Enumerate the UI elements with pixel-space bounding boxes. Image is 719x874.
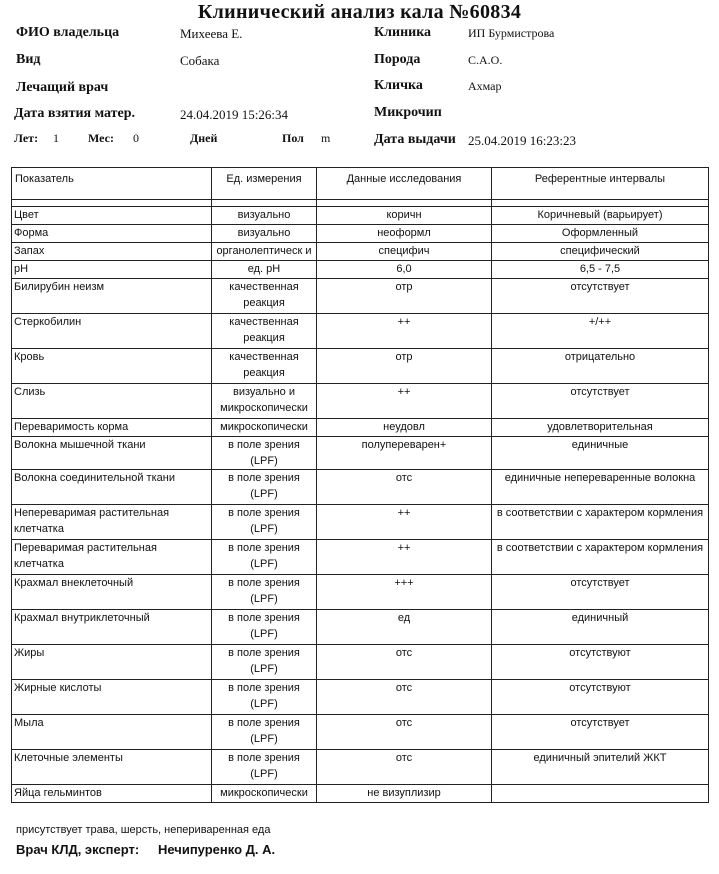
unit-cell: микроскопически xyxy=(212,785,317,803)
unit-cell: визуально xyxy=(212,225,317,243)
breed-label: Порода xyxy=(374,52,421,67)
reference-cell: отрицательно xyxy=(492,349,709,384)
reference-cell: единичный xyxy=(492,610,709,645)
table-row xyxy=(12,419,709,437)
clinic-label: Клиника xyxy=(374,25,432,40)
issue-date-value: 25.04.2019 16:23:23 xyxy=(468,133,576,148)
indicator-cell: Крахмал внутриклеточный xyxy=(12,610,212,645)
table-row xyxy=(12,540,709,575)
days-label: Дней xyxy=(190,131,218,145)
result-cell: неоформл xyxy=(317,225,492,243)
indicator-cell: Волокна мышечной ткани xyxy=(12,437,212,470)
table-row xyxy=(12,314,709,349)
indicator-cell: Слизь xyxy=(12,384,212,419)
reference-cell: отсутствует xyxy=(492,575,709,610)
issue-date-label: Дата выдачи xyxy=(374,132,456,147)
unit-cell: в поле зрения (LPF) xyxy=(212,575,317,610)
indicator-cell: Переваримая растительная клетчатка xyxy=(12,540,212,575)
indicator-cell: Жиры xyxy=(12,645,212,680)
reference-cell: +/++ xyxy=(492,314,709,349)
results-table xyxy=(11,167,709,803)
reference-cell: отсутствует xyxy=(492,384,709,419)
result-cell: отр xyxy=(317,349,492,384)
table-row xyxy=(12,610,709,645)
result-cell: полупереварен+ xyxy=(317,437,492,470)
unit-cell: качественная реакция xyxy=(212,349,317,384)
result-cell: специфич xyxy=(317,243,492,261)
table-row xyxy=(12,207,709,225)
result-cell: отс xyxy=(317,680,492,715)
unit-cell: визуально и микроскопически xyxy=(212,384,317,419)
column-header-result: Данные исследования xyxy=(317,168,492,200)
reference-cell: в соответствии с характером кормления xyxy=(492,540,709,575)
breed-value: С.А.О. xyxy=(468,53,503,67)
owner-label: ФИО владельца xyxy=(16,25,120,40)
reference-cell: единичные xyxy=(492,437,709,470)
doctor-label: Лечащий врач xyxy=(16,80,109,95)
indicator-cell: Цвет xyxy=(12,207,212,225)
unit-cell: визуально xyxy=(212,207,317,225)
unit-cell: в поле зрения (LPF) xyxy=(212,645,317,680)
nickname-value: Ахмар xyxy=(468,79,502,93)
result-cell: отс xyxy=(317,750,492,785)
result-cell: ++ xyxy=(317,314,492,349)
reference-cell: специфический xyxy=(492,243,709,261)
column-header-unit: Ед. измерения xyxy=(212,168,317,200)
microchip-label: Микрочип xyxy=(374,105,442,120)
indicator-cell: Непереваримая растительная клетчатка xyxy=(12,505,212,540)
unit-cell: микроскопически xyxy=(212,419,317,437)
indicator-cell: Стеркобилин xyxy=(12,314,212,349)
unit-cell: ед. pH xyxy=(212,261,317,279)
nickname-label: Кличка xyxy=(374,78,423,93)
clinic-value: ИП Бурмистрова xyxy=(468,26,555,40)
result-cell: +++ xyxy=(317,575,492,610)
result-cell: ++ xyxy=(317,505,492,540)
result-cell: 6,0 xyxy=(317,261,492,279)
spacer-row xyxy=(12,200,709,207)
table-row xyxy=(12,505,709,540)
result-cell: неудовл xyxy=(317,419,492,437)
column-header-indicator: Показатель xyxy=(12,168,212,200)
reference-cell: отсутствуют xyxy=(492,645,709,680)
indicator-cell: Крахмал внеклеточный xyxy=(12,575,212,610)
unit-cell: в поле зрения (LPF) xyxy=(212,470,317,505)
table-row xyxy=(12,279,709,314)
table-row xyxy=(12,715,709,750)
months-value: 0 xyxy=(133,131,139,145)
result-cell: ед xyxy=(317,610,492,645)
reference-cell: единичный эпителий ЖКТ xyxy=(492,750,709,785)
reference-cell: 6,5 - 7,5 xyxy=(492,261,709,279)
unit-cell: в поле зрения (LPF) xyxy=(212,437,317,470)
unit-cell: качественная реакция xyxy=(212,279,317,314)
indicator-cell: Форма xyxy=(12,225,212,243)
result-cell: отр xyxy=(317,279,492,314)
indicator-cell: Запах xyxy=(12,243,212,261)
indicator-cell: Билирубин неизм xyxy=(12,279,212,314)
table-row xyxy=(12,680,709,715)
table-row xyxy=(12,645,709,680)
comment-note: присутствует трава, шерсть, непериваренная еда xyxy=(16,824,271,836)
table-row xyxy=(12,785,709,803)
table-row xyxy=(12,225,709,243)
sex-label: Пол xyxy=(282,131,304,145)
reference-cell: отсутствует xyxy=(492,715,709,750)
table-row xyxy=(12,261,709,279)
indicator-cell: Кровь xyxy=(12,349,212,384)
indicator-cell: Яйца гельминтов xyxy=(12,785,212,803)
unit-cell: в поле зрения (LPF) xyxy=(212,715,317,750)
result-cell: коричн xyxy=(317,207,492,225)
expert-name: Нечипуренко Д. А. xyxy=(158,842,276,857)
table-row xyxy=(12,243,709,261)
reference-cell: отсутствуют xyxy=(492,680,709,715)
result-cell: не визуплизир xyxy=(317,785,492,803)
indicator-cell: Мыла xyxy=(12,715,212,750)
unit-cell: в поле зрения (LPF) xyxy=(212,610,317,645)
months-label: Мес: xyxy=(88,131,114,145)
years-label: Лет: xyxy=(14,131,39,145)
table-row xyxy=(12,349,709,384)
result-cell: отс xyxy=(317,645,492,680)
document-title: Клинический анализ кала №60834 xyxy=(197,1,522,23)
result-cell: отс xyxy=(317,715,492,750)
result-cell: ++ xyxy=(317,540,492,575)
result-cell: отс xyxy=(317,470,492,505)
unit-cell: органолептическ и xyxy=(212,243,317,261)
date-taken-value: 24.04.2019 15:26:34 xyxy=(180,107,288,122)
unit-cell: в поле зрения (LPF) xyxy=(212,505,317,540)
table-header-row xyxy=(12,168,709,200)
years-value: 1 xyxy=(53,131,59,145)
reference-cell: отсутствует xyxy=(492,279,709,314)
unit-cell: качественная реакция xyxy=(212,314,317,349)
unit-cell: в поле зрения (LPF) xyxy=(212,750,317,785)
indicator-cell: Волокна соединительной ткани xyxy=(12,470,212,505)
reference-cell: Оформленный xyxy=(492,225,709,243)
table-row xyxy=(12,437,709,470)
result-cell: ++ xyxy=(317,384,492,419)
indicator-cell: Жирные кислоты xyxy=(12,680,212,715)
expert-label: Врач КЛД, эксперт: xyxy=(16,842,140,857)
column-header-reference: Референтные интервалы xyxy=(492,168,709,200)
table-row xyxy=(12,470,709,505)
indicator-cell: Переваримость корма xyxy=(12,419,212,437)
date-taken-label: Дата взятия матер. xyxy=(14,106,136,121)
table-row xyxy=(12,750,709,785)
species-value: Собака xyxy=(180,53,220,68)
sex-value: m xyxy=(321,131,331,145)
reference-cell: единичные непереваренные волокна xyxy=(492,470,709,505)
indicator-cell: pH xyxy=(12,261,212,279)
reference-cell xyxy=(492,785,709,803)
indicator-cell: Клеточные элементы xyxy=(12,750,212,785)
table-row xyxy=(12,575,709,610)
unit-cell: в поле зрения (LPF) xyxy=(212,680,317,715)
owner-value: Михеева Е. xyxy=(180,26,243,41)
reference-cell: в соответствии с характером кормления xyxy=(492,505,709,540)
unit-cell: в поле зрения (LPF) xyxy=(212,540,317,575)
species-label: Вид xyxy=(16,52,41,67)
table-row xyxy=(12,384,709,419)
reference-cell: удовлетворительная xyxy=(492,419,709,437)
reference-cell: Коричневый (варьирует) xyxy=(492,207,709,225)
